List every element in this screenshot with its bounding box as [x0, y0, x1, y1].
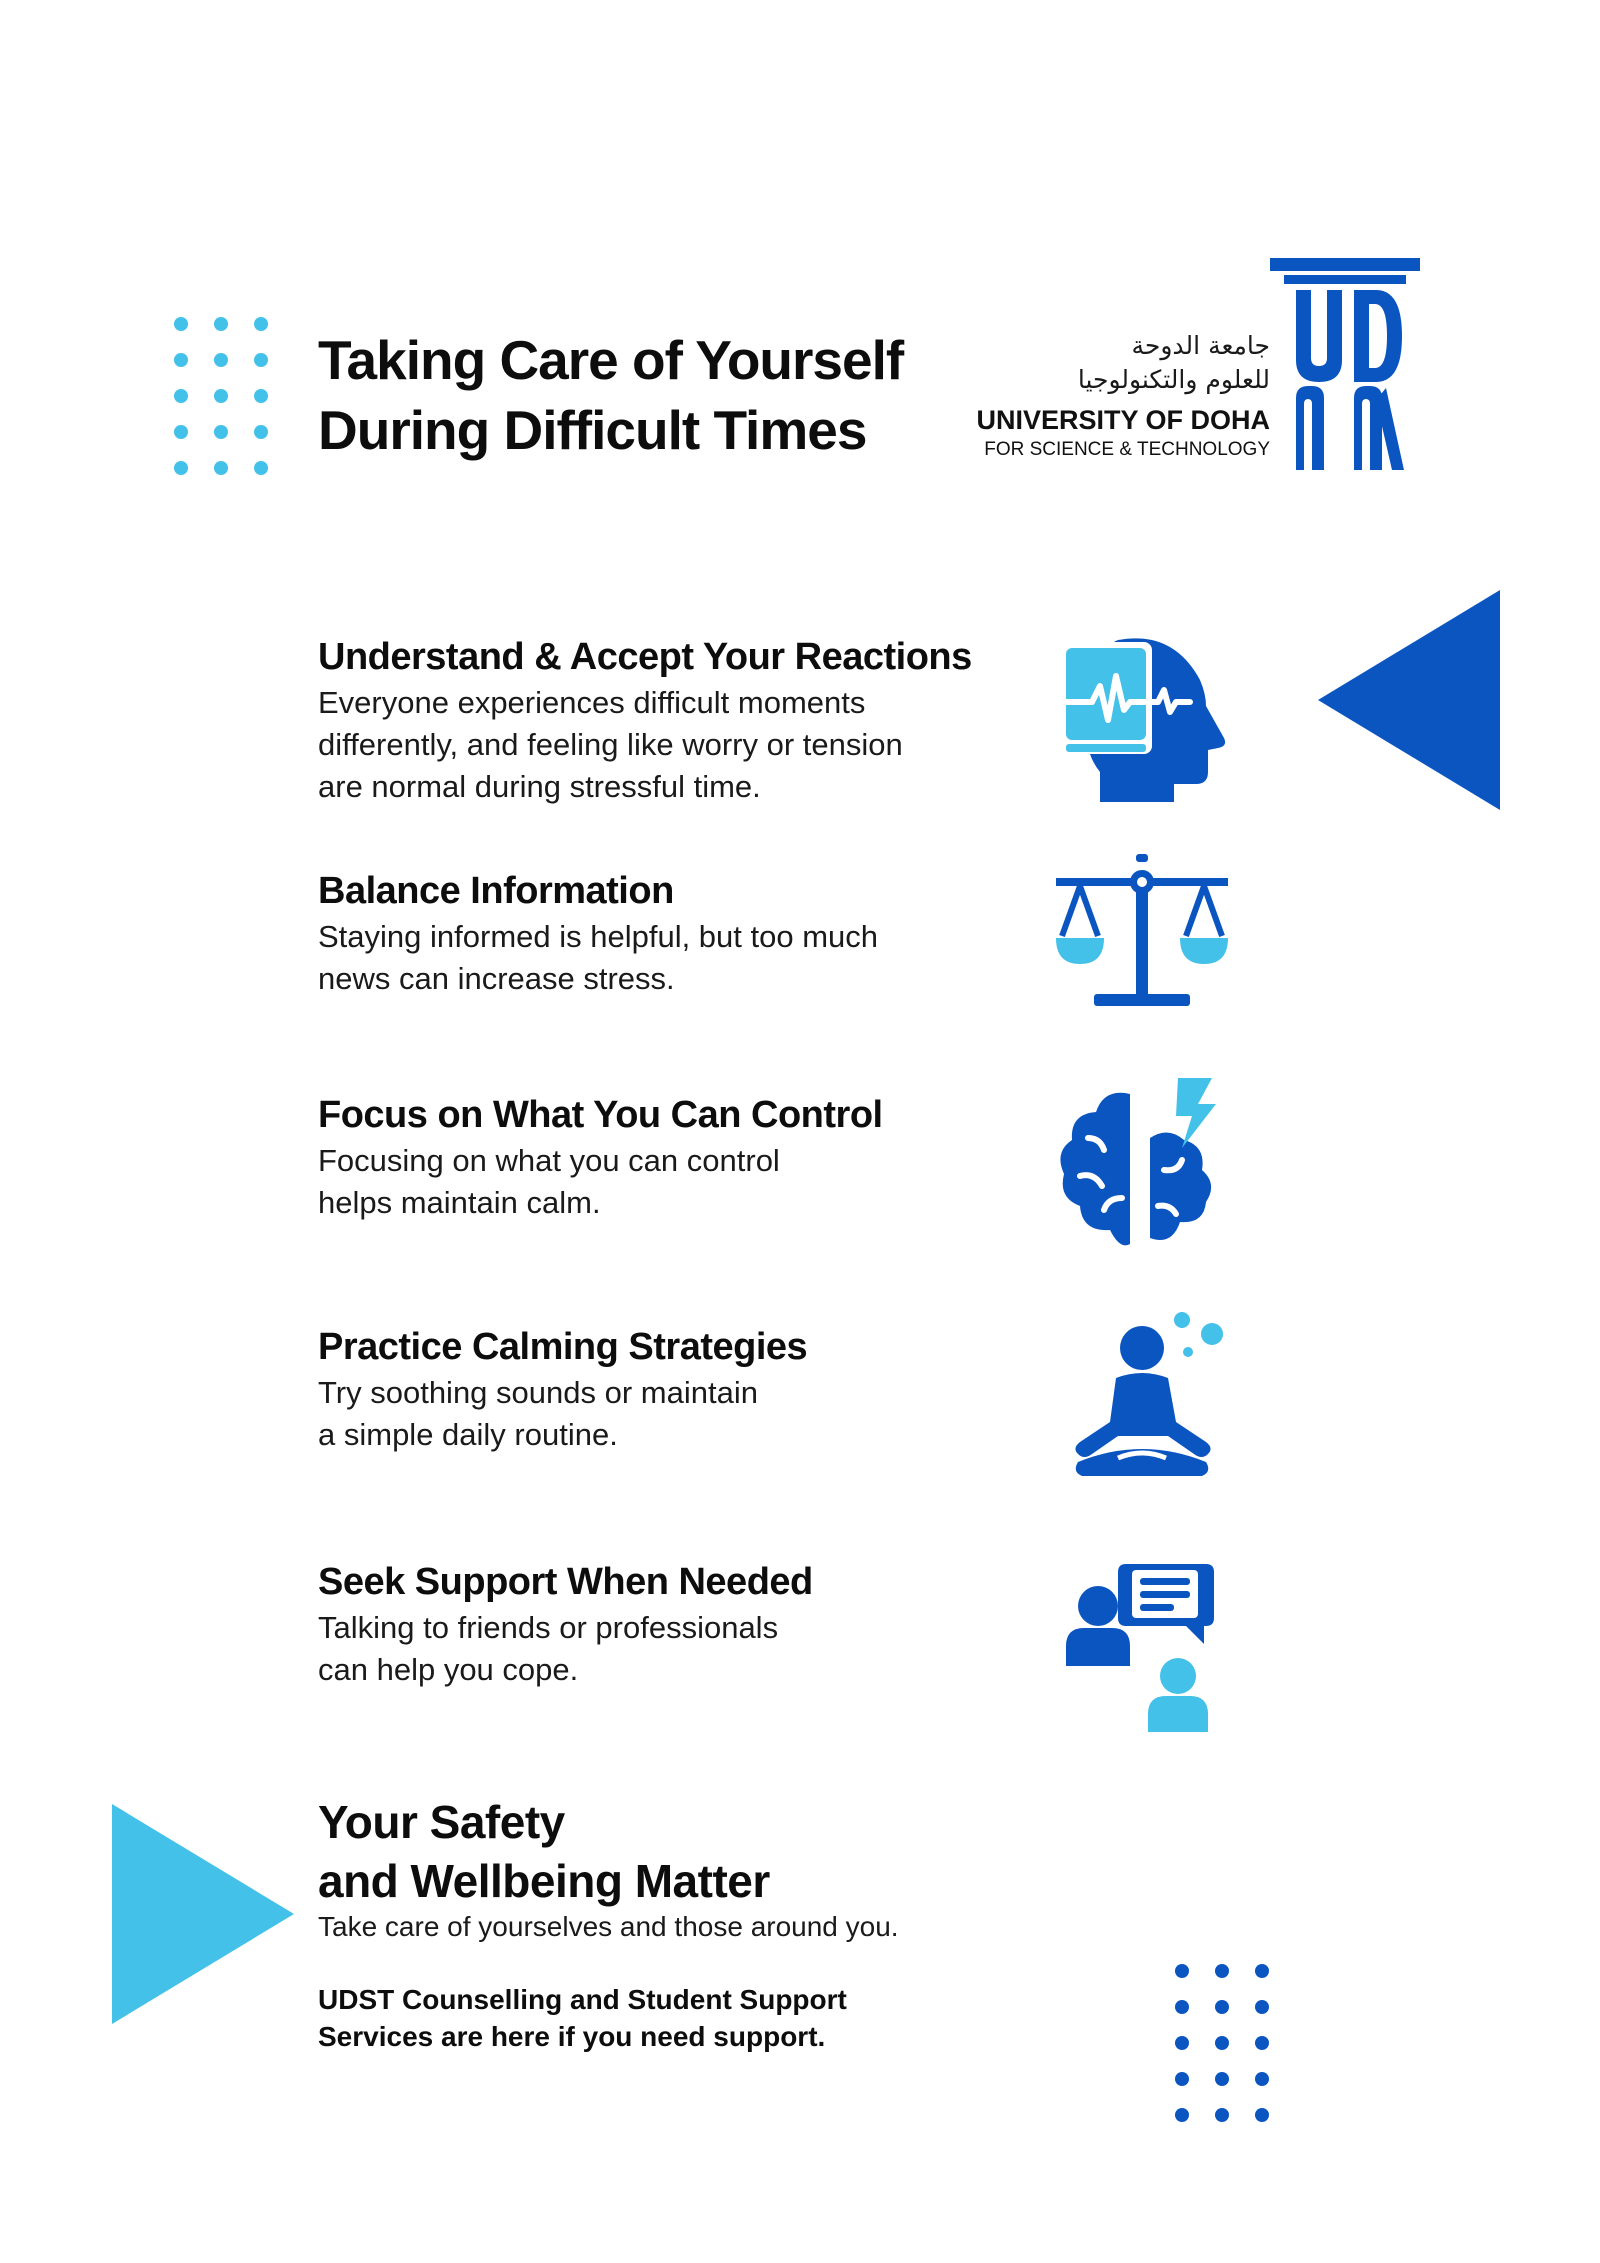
logo-arabic-line-1: جامعة الدوحة [1131, 331, 1270, 360]
decorative-triangle-right [1318, 590, 1500, 810]
decorative-triangle-left [112, 1804, 294, 2024]
tip-body: Try soothing sounds or maintain a simple daily routine. [318, 1375, 758, 1452]
meditation-person-icon [1058, 1312, 1226, 1482]
page-title [318, 325, 903, 465]
logo-arabic-line-2: للعلوم والتكنولوجيا [1077, 365, 1270, 394]
university-logo-text [960, 333, 1270, 459]
people-chat-icon [1060, 1556, 1220, 1732]
tip-seek-support [318, 1557, 1018, 1691]
tip-title: Practice Calming Strategies [318, 1326, 808, 1368]
tip-title: Seek Support When Needed [318, 1561, 813, 1603]
tip-body: Talking to friends or professionals can help you cope. [318, 1610, 779, 1687]
logo-university-name: UNIVERSITY OF DOHA [976, 405, 1270, 435]
tip-body: Everyone experiences difficult moments differently, and feeling like worry or tension are normal during stressful time. [318, 685, 903, 804]
tip-focus-control [318, 1090, 1018, 1224]
tip-title: Balance Information [318, 870, 674, 912]
tip-balance-information [318, 866, 1018, 1000]
udst-logo-mark-icon [1270, 258, 1420, 470]
logo-university-subtitle: FOR SCIENCE & TECHNOLOGY [984, 439, 1270, 460]
tip-calming-strategies [318, 1322, 1018, 1456]
closing-title: Your Safety and Wellbeing Matter [318, 1796, 770, 1907]
tip-title: Understand & Accept Your Reactions [318, 636, 972, 678]
title-line-1: Taking Care of Yourself [318, 329, 904, 391]
balance-scale-icon [1056, 854, 1228, 1016]
tip-body: Focusing on what you can control helps maintain calm. [318, 1143, 780, 1220]
tip-body: Staying informed is helpful, but too much news can increase stress. [318, 919, 879, 996]
decorative-dot-grid-bottom [1175, 1964, 1269, 2122]
closing-subtitle: Take care of yourselves and those around you. [318, 1911, 899, 1942]
decorative-dot-grid-top [174, 317, 268, 475]
brain-lightning-icon [1060, 1078, 1220, 1250]
head-heartbeat-icon [1058, 632, 1228, 802]
counselling-support-note: UDST Counselling and Student Support Services are here if you need support. [318, 1984, 847, 2052]
tip-title: Focus on What You Can Control [318, 1094, 883, 1136]
tip-understand-reactions [318, 632, 1018, 808]
title-line-2: During Difficult Times [318, 399, 867, 461]
